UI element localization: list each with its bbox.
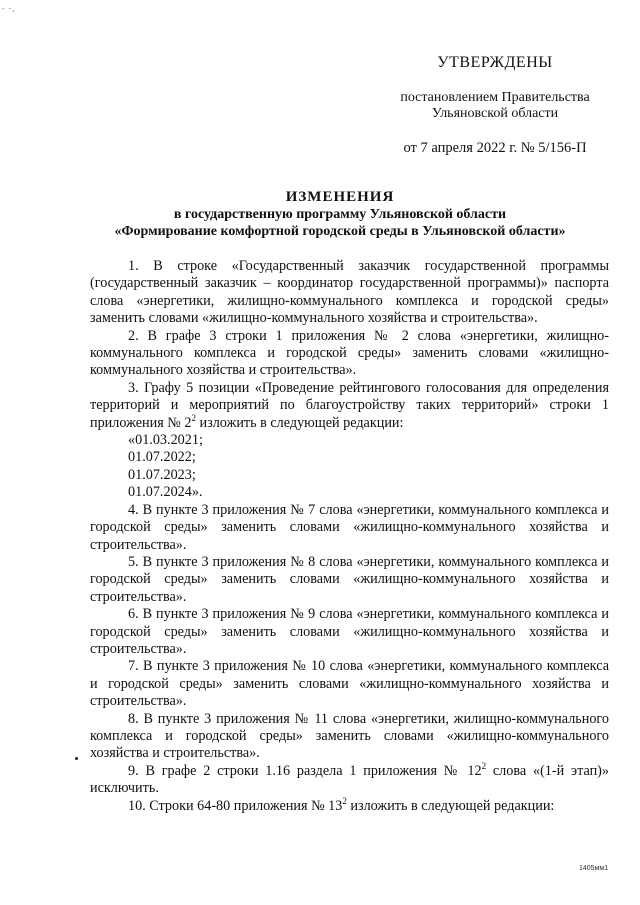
approval-line-2: Ульяновской области: [431, 106, 559, 121]
item-3: [90, 380, 609, 432]
item-8: 8. В пункте 3 приложения № 11 слова «энергетики, жилищно-коммунального комплекса и городской среды» заменить словами «жилищно-коммунального хозяйства и строительства».: [90, 710, 609, 762]
item-3-tail: изложить в следующей редакции:: [195, 414, 404, 431]
approval-title: УТВЕРЖДЕНЫ: [437, 54, 553, 71]
item-9-tail: слова «(1-й этап)» исключить.: [90, 762, 609, 797]
document-body: [90, 258, 609, 815]
item-1: 1. В строке «Государственный заказчик государственной программы (государственный заказчик – координатор государственной программы)» паспорта слова «энергетики, жилищно-коммунального комплекса и городской среды» заменить словами «жилищно-коммунального хозяйства и строительства».: [90, 258, 609, 327]
date-line-1: «01.03.2021;: [128, 432, 203, 449]
scan-corner-mark: - -,: [2, 4, 16, 13]
item-10: [90, 795, 609, 815]
document-title: ИЗМЕНЕНИЯ: [285, 189, 395, 205]
item-6: 6. В пункте 3 приложения № 9 слова «энергетики, коммунального комплекса и городской среды» заменить словами «жилищно-коммунального хозяйства и строительства».: [90, 606, 609, 657]
date-line-3: 01.07.2023;: [128, 466, 196, 483]
scan-dot-artifact: [75, 757, 78, 760]
item-10-tail: изложить в следующей редакции:: [346, 797, 555, 814]
item-2: 2. В графе 3 строки 1 приложения № 2 слова «энергетики, жилищно-коммунального комплекса и городской среды» заменить словами «жилищно-коммунального хозяйства и строительства».: [90, 327, 609, 379]
item-3-text: 3. Графу 5 позиции «Проведение рейтингового голосования для определения территорий и мероприятий по благоустройству таких территорий» строки 1 приложения № 2: [90, 379, 609, 431]
item-9: [90, 760, 609, 798]
page-code: 1405мм1: [579, 865, 609, 872]
item-9-superscript: 2: [481, 760, 487, 771]
item-5: 5. В пункте 3 приложения № 8 слова «энергетики, коммунального комплекса и городской среды» заменить словами «жилищно-коммунального хозяйства и строительства».: [90, 553, 609, 605]
item-4: 4. В пункте 3 приложения № 7 слова «энергетики, коммунального комплекса и городской среды» заменить словами «жилищно-коммунального хозяйства и строительства».: [90, 501, 609, 553]
item-3-superscript: 2: [191, 412, 196, 423]
document-subtitle-2: «Формирование комфортной городской среды в Ульяновской области»: [114, 224, 566, 239]
item-7: 7. В пункте 3 приложения № 10 слова «энергетики, коммунального комплекса и городской среды» заменить словами «жилищно-коммунального хозяйства и строительства».: [90, 658, 609, 710]
item-9-text: 9. В графе 2 строки 1.16 раздела 1 приложения № 12: [128, 762, 482, 779]
item-10-superscript: 2: [342, 795, 347, 806]
approval-date: от 7 апреля 2022 г. № 5/156-П: [403, 140, 587, 156]
item-10-text: 10. Строки 64-80 приложения № 13: [128, 797, 343, 814]
date-line-2: 01.07.2022;: [128, 449, 196, 466]
approval-line-1: постановлением Правительства: [400, 90, 590, 105]
date-line-4: 01.07.2024».: [128, 484, 203, 501]
document-subtitle-1: в государственную программу Ульяновской области: [173, 207, 507, 222]
